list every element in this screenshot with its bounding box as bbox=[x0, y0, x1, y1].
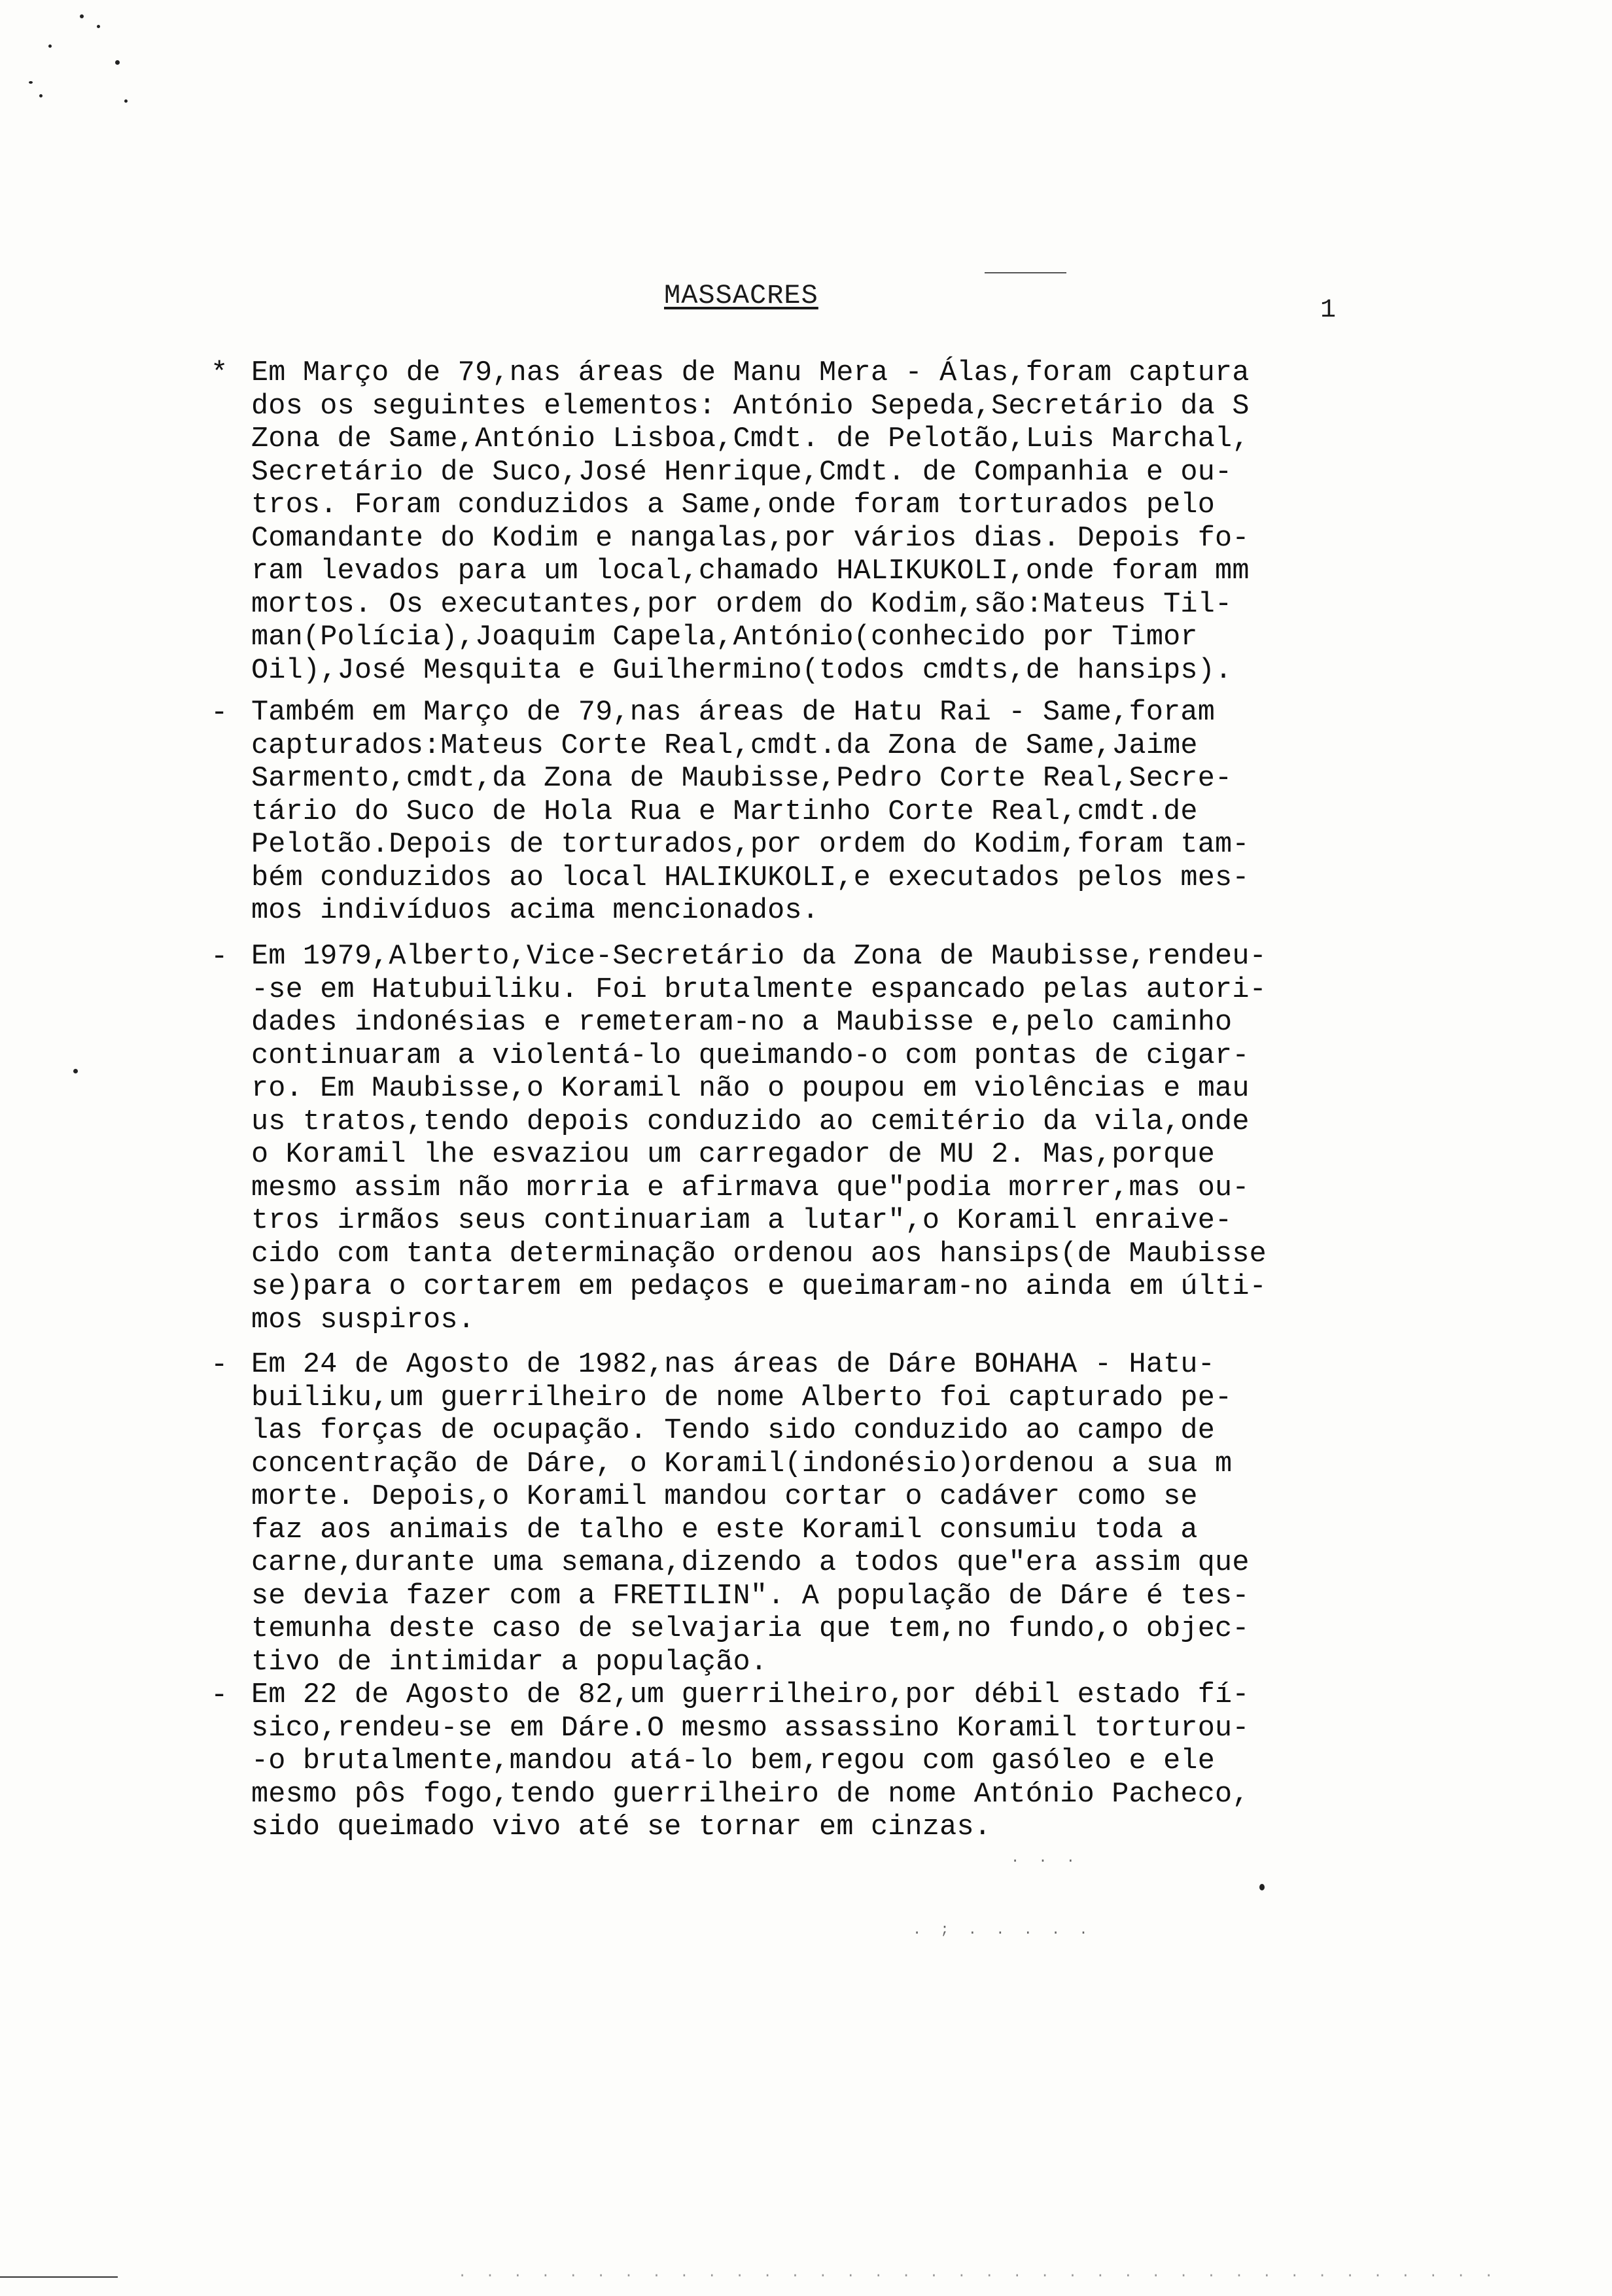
massacre-entry-2 bbox=[211, 697, 1408, 928]
scan-speck bbox=[80, 14, 84, 18]
text-line: mortos. Os executantes,por ordem do Kodim,são:Mateus Til- bbox=[251, 588, 1233, 621]
text-line: us tratos,tendo depois conduzido ao cemitério da vila,onde bbox=[251, 1105, 1250, 1138]
text-line: carne,durante uma semana,dizendo a todos que"era assim que bbox=[251, 1547, 1250, 1579]
entry-text bbox=[211, 941, 1408, 1337]
massacre-entry-3 bbox=[211, 941, 1408, 1337]
text-line: o Koramil lhe esvaziou um carregador de MU 2. Mas,porque bbox=[251, 1139, 1216, 1171]
entry-marker: - bbox=[211, 697, 228, 729]
scan-artifact-dots: . . . bbox=[1011, 1850, 1081, 1866]
page-title: MASSACRES bbox=[664, 280, 818, 311]
text-line: se)para o cortarem em pedaços e queimaram-no ainda em últi- bbox=[251, 1271, 1267, 1303]
text-line: Secretário de Suco,José Henrique,Cmdt. de Companhia e ou- bbox=[251, 456, 1233, 489]
entry-text bbox=[211, 1349, 1408, 1679]
scan-speck bbox=[97, 25, 100, 28]
text-line: capturados:Mateus Corte Real,cmdt.da Zona de Same,Jaime bbox=[251, 729, 1198, 762]
text-line: Em 24 de Agosto de 1982,nas áreas de Dáre BOHAHA - Hatu- bbox=[251, 1349, 1216, 1381]
text-line: Em 22 de Agosto de 82,um guerrilheiro,por débil estado fí- bbox=[251, 1679, 1250, 1711]
scan-mark-line bbox=[0, 2276, 118, 2278]
text-line: -o brutalmente,mandou atá-lo bem,regou com gasóleo e ele bbox=[251, 1745, 1216, 1777]
text-line: Em 1979,Alberto,Vice-Secretário da Zona de Maubisse,rendeu- bbox=[251, 941, 1267, 973]
scan-speck bbox=[115, 60, 120, 65]
text-line: Zona de Same,António Lisboa,Cmdt. de Pelotão,Luis Marchal, bbox=[251, 423, 1250, 455]
text-line: mos indivíduos acima mencionados. bbox=[251, 895, 820, 927]
text-line: continuaram a violentá-lo queimando-o com pontas de cigar- bbox=[251, 1039, 1250, 1072]
text-line: tivo de intimidar a população. bbox=[251, 1646, 768, 1679]
text-line: se devia fazer com a FRETILIN". A população de Dáre é tes- bbox=[251, 1580, 1250, 1612]
text-line: -se em Hatubuiliku. Foi brutalmente espancado pelas autori- bbox=[251, 973, 1267, 1006]
massacre-entry-5 bbox=[211, 1679, 1408, 1845]
scan-artifact-dots: . . . . . . . . . . . . . . . . . . . . . . . . . . . . . . . . . . . . . . bbox=[458, 2265, 1499, 2281]
text-line: mesmo pôs fogo,tendo guerrilheiro de nome António Pacheco, bbox=[251, 1778, 1250, 1811]
text-line: concentração de Dáre, o Koramil(indonésio)ordenou a sua m bbox=[251, 1448, 1233, 1480]
text-line: sido queimado vivo até se tornar em cinzas. bbox=[251, 1811, 992, 1843]
text-line: temunha deste caso de selvajaria que tem,no fundo,o objec- bbox=[251, 1613, 1250, 1645]
text-line: faz aos animais de talho e este Koramil consumiu toda a bbox=[251, 1514, 1198, 1546]
scan-speck bbox=[39, 94, 43, 97]
entry-marker: - bbox=[211, 941, 228, 973]
text-line: mesmo assim não morria e afirmava que"podia morrer,mas ou- bbox=[251, 1172, 1250, 1204]
text-line: tros. Foram conduzidos a Same,onde foram torturados pelo bbox=[251, 489, 1216, 521]
entry-text bbox=[211, 357, 1408, 687]
scan-speck bbox=[29, 81, 33, 84]
entry-marker: - bbox=[211, 1679, 228, 1712]
text-line: sico,rendeu-se em Dáre.O mesmo assassino Koramil torturou- bbox=[251, 1712, 1250, 1745]
scan-speck bbox=[48, 44, 52, 48]
text-line: bém conduzidos ao local HALIKUKOLI,e executados pelos mes- bbox=[251, 861, 1250, 894]
entry-text bbox=[211, 1679, 1408, 1845]
page-number: 1 bbox=[1320, 296, 1337, 325]
massacre-entry-1 bbox=[211, 357, 1408, 687]
text-line: Comandante do Kodim e nangalas,por vários dias. Depois fo- bbox=[251, 522, 1250, 555]
text-line: ro. Em Maubisse,o Koramil não o poupou em violências e mau bbox=[251, 1073, 1250, 1105]
text-line: ram levados para um local,chamado HALIKUKOLI,onde foram mm bbox=[251, 555, 1250, 587]
text-line: morte. Depois,o Koramil mandou cortar o cadáver como se bbox=[251, 1481, 1198, 1513]
text-line: builiku,um guerrilheiro de nome Alberto foi capturado pe- bbox=[251, 1382, 1233, 1414]
text-line: tros irmãos seus continuariam a lutar",o Koramil enraive- bbox=[251, 1205, 1233, 1237]
text-line: dades indonésias e remeteram-no a Maubisse e,pelo caminho bbox=[251, 1007, 1233, 1039]
text-line: mos suspiros. bbox=[251, 1304, 475, 1336]
text-line: dos os seguintes elementos: António Sepeda,Secretário da S bbox=[251, 390, 1250, 423]
scan-speck bbox=[1259, 1884, 1265, 1890]
scan-mark-line bbox=[985, 272, 1066, 273]
text-line: las forças de ocupação. Tendo sido conduzido ao campo de bbox=[251, 1415, 1216, 1447]
scan-artifact-dots: . ; . . . . . bbox=[913, 1922, 1093, 1938]
text-line: Também em Março de 79,nas áreas de Hatu Rai - Same,foram bbox=[251, 697, 1216, 729]
massacre-entry-4 bbox=[211, 1349, 1408, 1679]
text-line: Em Março de 79,nas áreas de Manu Mera - Álas,foram captura bbox=[251, 357, 1250, 389]
text-line: cido com tanta determinação ordenou aos hansips(de Maubisse bbox=[251, 1238, 1267, 1270]
entry-marker: * bbox=[211, 357, 228, 390]
scan-speck bbox=[124, 99, 128, 103]
text-line: tário do Suco de Hola Rua e Martinho Corte Real,cmdt.de bbox=[251, 795, 1198, 828]
entry-marker: - bbox=[211, 1349, 228, 1382]
text-line: Sarmento,cmdt,da Zona de Maubisse,Pedro Corte Real,Secre- bbox=[251, 763, 1233, 795]
text-line: Pelotão.Depois de torturados,por ordem do Kodim,foram tam- bbox=[251, 829, 1250, 861]
scan-speck bbox=[73, 1069, 78, 1073]
text-line: Oil),José Mesquita e Guilhermino(todos cmdts,de hansips). bbox=[251, 654, 1233, 687]
text-line: man(Polícia),Joaquim Capela,António(conhecido por Timor bbox=[251, 621, 1198, 653]
entry-text bbox=[211, 697, 1408, 928]
